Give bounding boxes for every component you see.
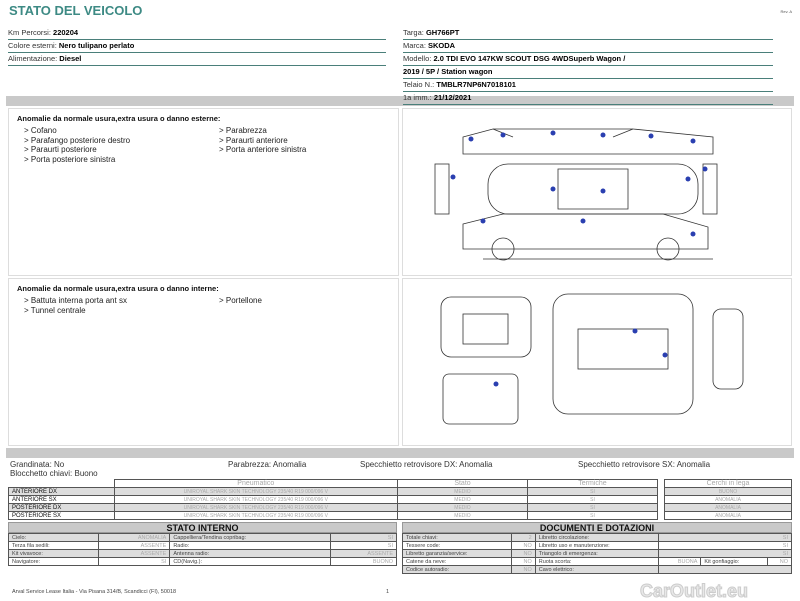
info-label: Alimentazione:: [8, 54, 58, 63]
info-value: GH766PT: [425, 28, 460, 37]
interior-anomaly-item: > Battuta interna porta ant sx: [24, 296, 127, 305]
kv-row: [403, 550, 792, 558]
tyre-winter: SI: [528, 512, 658, 520]
col-cerchi: Cerchi in lega: [665, 480, 792, 488]
tyre-state: MEDIO: [398, 496, 528, 504]
revision: Rev. A: [780, 9, 792, 14]
tyre-row: [9, 488, 658, 496]
car-exterior-diagram-icon: [403, 109, 793, 277]
info-row: [403, 79, 773, 92]
kv-value: NO: [511, 566, 535, 574]
exterior-anomaly-item: > Porta posteriore sinistra: [24, 154, 116, 164]
tyre-model: UNIROYAL SHARK SKIN TECHNOLOGY 235/40 R19 000/096 V: [114, 512, 397, 520]
kv-value: SI: [659, 542, 792, 550]
kv-row: [403, 558, 792, 566]
exterior-title: Anomalie da normale usura,extra usura o danno esterne:: [17, 114, 221, 123]
kv-label: Terza fila sedili:: [9, 542, 99, 550]
info-label: Marca:: [403, 41, 426, 50]
info-value: 220204: [53, 28, 79, 37]
kv-label: Antenna radio:: [170, 550, 331, 558]
info-row: [8, 53, 386, 66]
kv-value: ASSENTE: [331, 550, 397, 558]
windshield-status: Parabrezza: Anomalia: [228, 460, 307, 469]
interior-anomaly-item: > Tunnel centrale: [24, 305, 86, 315]
tyre-winter: SI: [528, 496, 658, 504]
kv-value: ASSENTE: [98, 550, 169, 558]
kv-row: [9, 542, 397, 550]
mirror-dx-status: Specchietto retrovisore DX: Anomalia: [360, 460, 493, 469]
kv-value: NO: [511, 550, 535, 558]
kv-row: [403, 542, 792, 550]
info-value: Diesel: [59, 54, 82, 63]
tyre-row: [9, 496, 658, 504]
kv-value: NO: [511, 558, 535, 566]
tyre-position: ANTERIORE DX: [9, 488, 115, 496]
kv-label: Ruota scorta:: [535, 558, 659, 566]
info-row: [8, 27, 386, 40]
kv-value: BUONA: [659, 558, 701, 566]
info-label: Telaio N.:: [403, 80, 435, 89]
documenti-section: [402, 522, 792, 574]
info-row: [403, 92, 773, 105]
watermark-logo: CarOutlet.eu: [640, 581, 749, 601]
info-value: 2.0 TDI EVO 147KW SCOUT DSG 4WDSuperb Wagon /: [433, 54, 626, 63]
kv-label: Libretto uso e manutenzione:: [535, 542, 659, 550]
rim-state: ANOMALIA: [665, 496, 792, 504]
info-value: TMBLR7NP6N7018101: [436, 80, 516, 89]
kv-value: SI: [98, 558, 169, 566]
tyre-state: MEDIO: [398, 504, 528, 512]
kv-label: Tessere code:: [403, 542, 512, 550]
info-label: Km Percorsi:: [8, 28, 51, 37]
kv-label: Catene da neve:: [403, 558, 512, 566]
info-row: [403, 66, 773, 79]
info-row: [403, 27, 773, 40]
kv-label: Cielo:: [9, 534, 99, 542]
kv-label: Libretto circolazione:: [535, 534, 659, 542]
tyre-state: MEDIO: [398, 488, 528, 496]
kv-value: ASSENTE: [98, 542, 169, 550]
kv-value: SI: [659, 550, 792, 558]
hail-status: Grandinata: No: [10, 460, 65, 469]
kit-label: Kit gonfiaggio:: [701, 558, 767, 566]
documenti-title: DOCUMENTI E DOTAZIONI: [402, 522, 792, 533]
kv-value: [659, 566, 792, 574]
stato-interno-section: [8, 522, 397, 566]
info-label: Colore esterni:: [8, 41, 57, 50]
page-title: STATO DEL VEICOLO: [9, 3, 143, 18]
info-value: 21/12/2021: [433, 93, 472, 102]
kv-row: [403, 534, 792, 542]
kv-row: [9, 534, 397, 542]
info-label: Targa:: [403, 28, 424, 37]
tyre-row: [9, 504, 658, 512]
kv-label: CD(Navig.):: [170, 558, 331, 566]
col-termiche: Termiche: [528, 480, 658, 488]
exterior-anomaly-item: > Paraurti posteriore: [24, 145, 97, 154]
kv-label: Codice autoradio:: [403, 566, 512, 574]
exterior-anomaly-item: > Cofano: [24, 126, 57, 135]
exterior-anomaly-item: > Parabrezza: [219, 126, 267, 135]
tyre-model: UNIROYAL SHARK SKIN TECHNOLOGY 235/40 R19 000/096 V: [114, 488, 397, 496]
kv-value: SI: [659, 534, 792, 542]
info-label: Modello:: [403, 54, 432, 63]
rims-table: [664, 479, 792, 520]
interior-anomalies-panel: [8, 278, 399, 446]
info-row: [403, 53, 773, 66]
kv-label: Navigatore:: [9, 558, 99, 566]
kv-value: ANOMALIA: [98, 534, 169, 542]
tyre-winter: SI: [528, 504, 658, 512]
rim-state: ANOMALIA: [665, 512, 792, 520]
kv-label: Cappelliera/Tendina copribag:: [170, 534, 331, 542]
kv-label: Libretto garanzia/service:: [403, 550, 512, 558]
exterior-diagram: [402, 108, 792, 276]
interior-diagram: [402, 278, 792, 446]
page-number: 1: [386, 589, 390, 595]
tyre-model: UNIROYAL SHARK SKIN TECHNOLOGY 235/40 R19 000/096 V: [114, 504, 397, 512]
kv-row: [9, 558, 397, 566]
kv-value: NO: [511, 542, 535, 550]
kv-value: SI: [331, 542, 397, 550]
exterior-list: [24, 126, 384, 164]
info-row: [403, 40, 773, 53]
kv-value: 2: [511, 534, 535, 542]
mirror-sx-status: Specchietto retrovisore SX: Anomalia: [578, 460, 711, 469]
kv-label: Radio:: [170, 542, 331, 550]
info-value: Nero tulipano perlato: [58, 41, 135, 50]
kv-row: [9, 550, 397, 558]
kv-label: Cavo elettrico:: [535, 566, 659, 574]
col-pneumatico: Pneumatico: [114, 480, 397, 488]
kv-label: Kit vivavoce:: [9, 550, 99, 558]
kv-label: Triangolo di emergenza:: [535, 550, 659, 558]
exterior-anomaly-item: > Paraurti anteriore: [219, 135, 288, 145]
kv-value: SI: [331, 534, 397, 542]
kv-row: [403, 566, 792, 574]
exterior-anomaly-item: > Parafango posteriore destro: [24, 135, 131, 145]
footer-address: Arval Service Lease Italia - Via Pisana 314/B, Scandicci (FI), 50018: [12, 589, 177, 595]
info-row: [8, 40, 386, 53]
section-divider: [6, 448, 794, 458]
interior-title: Anomalie da normale usura,extra usura o danno interne:: [17, 284, 219, 293]
rim-state: BUONO: [665, 488, 792, 496]
kit-value: NO: [767, 558, 791, 566]
tyre-position: POSTERIORE DX: [9, 504, 115, 512]
kv-value: BUONO: [331, 558, 397, 566]
exterior-anomaly-item: > Porta anteriore sinistra: [219, 145, 307, 154]
tyre-row: [9, 512, 658, 520]
car-interior-diagram-icon: [403, 279, 793, 447]
tyre-table: [8, 479, 658, 520]
info-value: 2019 / 5P / Station wagon: [403, 67, 493, 76]
tyre-model: UNIROYAL SHARK SKIN TECHNOLOGY 235/40 R19 000/096 V: [114, 496, 397, 504]
kv-label: Totale chiavi:: [403, 534, 512, 542]
tyre-position: ANTERIORE SX: [9, 496, 115, 504]
info-value: SKODA: [428, 41, 456, 50]
rim-state: ANOMALIA: [665, 504, 792, 512]
tyre-position: POSTERIORE SX: [9, 512, 115, 520]
key-block-status: Blocchetto chiavi: Buono: [10, 469, 98, 478]
stato-interno-title: STATO INTERNO: [8, 522, 397, 533]
tyre-winter: SI: [528, 488, 658, 496]
tyre-state: MEDIO: [398, 512, 528, 520]
info-label: 1a imm.:: [403, 93, 432, 102]
interior-list: [24, 296, 384, 315]
col-stato: Stato: [398, 480, 528, 488]
interior-anomaly-item: > Portellone: [219, 296, 262, 305]
exterior-anomalies-panel: [8, 108, 399, 276]
